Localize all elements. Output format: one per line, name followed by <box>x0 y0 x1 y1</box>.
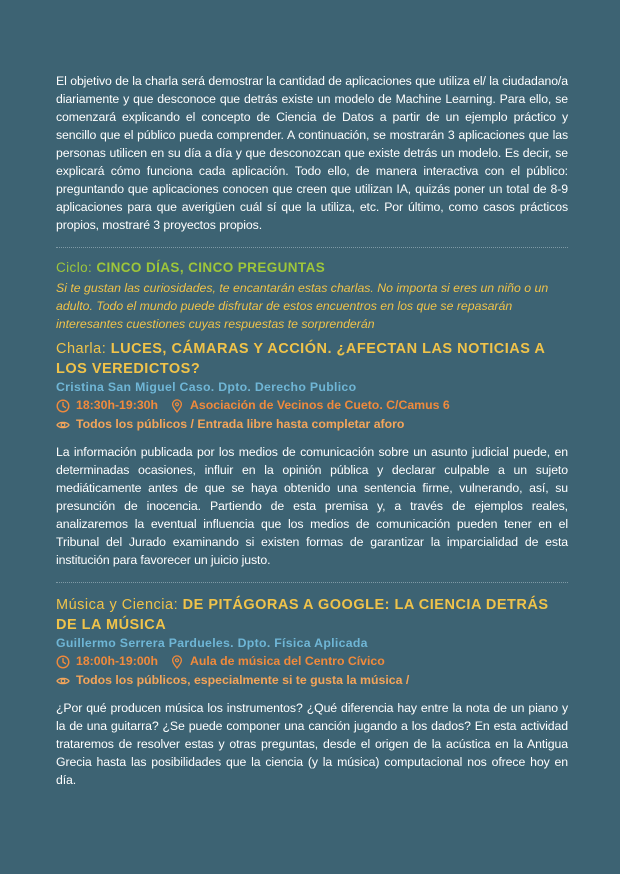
eye-icon <box>56 674 70 688</box>
clock-icon <box>56 655 70 669</box>
talk1-place: Asociación de Vecinos de Cueto. C/Camus 6 <box>190 398 450 412</box>
talk1-audience: Todos los públicos / Entrada libre hasta completar aforo <box>76 417 405 431</box>
divider <box>56 582 568 583</box>
talk1-time: 18:30h-19:30h <box>76 398 159 412</box>
talk2-title: DE PITÁGORAS A GOOGLE: LA CIENCIA DETRÁS DE LA MÚSICA <box>56 597 549 633</box>
talk1-time-place <box>56 396 568 415</box>
cycle-heading <box>56 260 568 275</box>
talk2-time-place <box>56 652 568 671</box>
cycle-title: CINCO DÍAS, CINCO PREGUNTAS <box>96 260 326 275</box>
talk2-speaker: Guillermo Serrera Pardueles. Dpto. Física Aplicada <box>56 636 368 650</box>
location-pin-icon <box>170 399 184 413</box>
talk1-audience-row <box>56 415 568 434</box>
cycle-description: Si te gustan las curiosidades, te encantarán estas charlas. No importa si eres un niño o un adulto. Todo el mundo puede disfrutar de estos encuentros en los que se repasarán interesantes cuestiones cuyas respuestas te sorprenderán <box>56 281 549 331</box>
clock-icon <box>56 399 70 413</box>
talk2-audience-row <box>56 671 568 690</box>
talk2-time: 18:00h-19:00h <box>76 654 159 668</box>
talk2-prefix: Música y Ciencia: <box>56 597 183 613</box>
talk1-title: LUCES, CÁMARAS Y ACCIÓN. ¿AFECTAN LAS NOTICIAS A LOS VEREDICTOS? <box>56 341 545 377</box>
intro-paragraph: El objetivo de la charla será demostrar la cantidad de aplicaciones que utiliza el/ la ciudadano/a diariamente y que desconoce que detrás existe un modelo de Machine Learning. Para ello, se comenzará explicando el concepto de Ciencia de Datos a partir de un ejemplo práctico y sencillo que el público pueda comprender. A continuación, se mostrarán 3 aplicaciones que las personas utilicen en su día a día y que desconozcan que existe detrás un modelo. Es decir, se explicará cómo funciona cada aplicación. Todo ello, de manera interactiva con el público: preguntando que aplicaciones conocen que creen que utilizan IA, quizás poner un total de 8-9 aplicaciones para que averigüen cuál sí que la utiliza, etc. Por último, como casos prácticos propios, mostraré 3 proyectos propios. <box>56 74 568 232</box>
divider <box>56 247 568 248</box>
cycle-prefix: Ciclo: <box>56 260 97 275</box>
talk2-heading <box>56 595 568 635</box>
talk1-heading <box>56 339 568 379</box>
talk1-prefix: Charla: <box>56 341 111 357</box>
talk2-audience: Todos los públicos, especialmente si te gusta la música / <box>76 673 410 687</box>
talk2-body: ¿Por qué producen música los instrumentos? ¿Qué diferencia hay entre la nota de un piano y la de una guitarra? ¿Se puede componer una canción jugando a los dados? En esta actividad trataremos de resolver estas y otras preguntas, desde el origen de la acústica en la Antigua Grecia hasta las posibilidades que la ciencia (y la música) computacional nos ofrece hoy en día. <box>56 701 568 787</box>
talk1-body: La información publicada por los medios de comunicación sobre un asunto judicial puede, en determinadas ocasiones, influir en la opinión pública y declarar culpable a un sujeto mediáticamente antes de que se haya obtenido una sentencia firme, vulnerando, así, su presunción de inocencia. Partiendo de esta premisa y, a través de ejemplos reales, analizaremos la eventual influencia que los medios de comunicación pueden tener en el Tribunal del Jurado examinando si existen formas de garantizar la imparcialidad de esta institución para favorecer un juicio justo. <box>56 445 568 567</box>
eye-icon <box>56 418 70 432</box>
talk1-speaker: Cristina San Miguel Caso. Dpto. Derecho Publico <box>56 380 357 394</box>
location-pin-icon <box>170 655 184 669</box>
talk2-place: Aula de música del Centro Cívico <box>190 654 385 668</box>
page-content <box>56 72 568 789</box>
